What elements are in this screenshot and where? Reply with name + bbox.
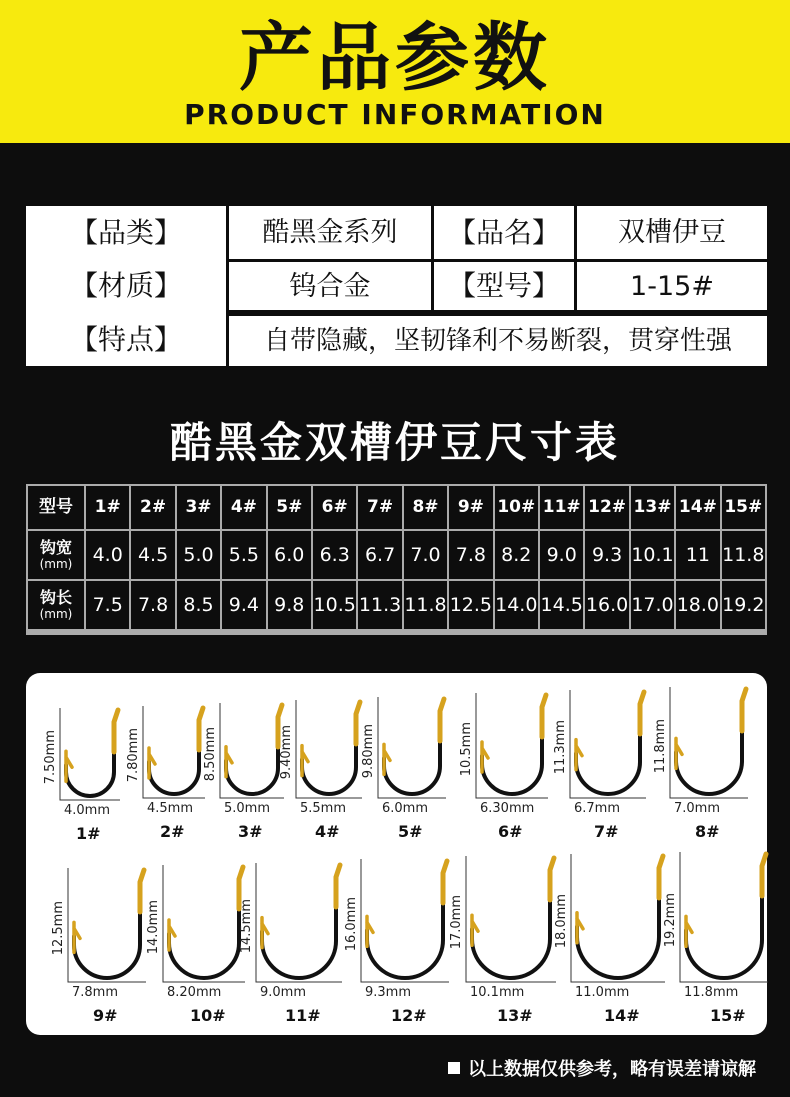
model-header: 15# xyxy=(722,486,765,529)
model-header: 14# xyxy=(676,486,719,529)
hook-length-label: 12.5mm xyxy=(51,901,66,956)
hook-point xyxy=(66,751,72,781)
width-cell: 8.2 xyxy=(495,531,538,579)
hook-item xyxy=(146,865,254,1032)
header-banner xyxy=(0,0,790,143)
hook-drawing xyxy=(349,859,455,992)
divider xyxy=(226,206,229,366)
model-header: 7# xyxy=(358,486,401,529)
hook-point xyxy=(149,748,155,778)
hook-length-label: 10.5mm xyxy=(459,721,474,776)
hook-length-label: 8.50mm xyxy=(203,726,218,781)
hook-length-label: 11.3mm xyxy=(553,720,568,775)
hook-drawing xyxy=(284,700,368,808)
hook-width-label: 7.0mm xyxy=(674,801,721,816)
disclaimer-text: 以上数据仅供参考，略有误差请谅解 xyxy=(468,1059,756,1080)
hook-diagram-card xyxy=(26,673,767,1035)
hook-body xyxy=(482,707,542,794)
hook-shank xyxy=(762,854,766,896)
row-unit: (mm) xyxy=(39,607,73,621)
hook-width-label: 7.8mm xyxy=(72,985,119,1000)
hook-body xyxy=(676,701,742,794)
hook-item xyxy=(239,863,348,1032)
model-label: 【型号】 xyxy=(447,269,560,302)
length-cell: 11.3 xyxy=(358,581,401,629)
length-cell: 14.5 xyxy=(540,581,583,629)
hook-number-label: 4# xyxy=(315,822,340,841)
hook-width-label: 5.0mm xyxy=(224,801,271,816)
width-cell: 6.0 xyxy=(268,531,311,579)
length-cell: 11.8 xyxy=(404,581,447,629)
hook-length-label: 7.80mm xyxy=(126,728,141,783)
hook-point xyxy=(576,740,582,770)
hook-drawing xyxy=(366,697,452,808)
hook-point xyxy=(384,744,390,774)
hook-number-label: 10# xyxy=(190,1006,226,1025)
hook-item xyxy=(459,693,554,848)
length-cell: 8.5 xyxy=(177,581,220,629)
hook-point xyxy=(367,916,373,946)
row-label-text: 钩长 xyxy=(39,588,72,607)
length-cell: 16.0 xyxy=(585,581,628,629)
hook-body xyxy=(384,711,440,794)
hook-body xyxy=(149,720,199,794)
hook-point xyxy=(226,747,232,777)
hook-item xyxy=(51,868,152,1032)
hook-body xyxy=(686,866,762,978)
hook-shank xyxy=(440,699,444,741)
hook-body xyxy=(367,873,443,978)
hook-point xyxy=(686,916,692,946)
hook-width-label: 11.8mm xyxy=(684,985,739,1000)
width-cell: 5.5 xyxy=(222,531,265,579)
feature-label: 【特点】 xyxy=(69,322,182,356)
hook-body xyxy=(66,722,114,796)
hook-number-label: 7# xyxy=(594,822,619,841)
row-label-length xyxy=(28,581,84,629)
hook-shank xyxy=(114,710,118,752)
hook-point xyxy=(169,920,175,950)
width-cell: 9.0 xyxy=(540,531,583,579)
hook-item xyxy=(126,706,211,848)
hook-drawing xyxy=(464,693,554,808)
hook-shank xyxy=(542,695,546,737)
hook-drawing xyxy=(559,854,671,992)
hook-item xyxy=(43,708,126,850)
hook-drawing xyxy=(151,865,254,992)
length-cell: 12.5 xyxy=(449,581,492,629)
hook-shank xyxy=(336,865,340,907)
hook-length-label: 9.40mm xyxy=(279,725,294,780)
hook-length-label: 14.5mm xyxy=(239,898,254,953)
square-bullet-icon xyxy=(448,1062,460,1074)
hook-width-label: 11.0mm xyxy=(575,985,630,1000)
hook-number-label: 15# xyxy=(710,1006,746,1025)
hook-point xyxy=(302,746,308,776)
row-unit: (mm) xyxy=(39,557,73,571)
model-header: 9# xyxy=(449,486,492,529)
hook-number-label: 11# xyxy=(285,1006,321,1025)
hook-drawing xyxy=(558,690,652,808)
hook-item xyxy=(279,700,368,848)
width-cell: 10.1 xyxy=(631,531,674,579)
hook-drawing xyxy=(208,703,290,808)
hook-point xyxy=(577,913,583,943)
hook-number-label: 3# xyxy=(238,822,263,841)
hook-item xyxy=(361,697,452,848)
width-cell: 11 xyxy=(676,531,719,579)
hook-number-label: 1# xyxy=(76,824,101,843)
model-header: 5# xyxy=(268,486,311,529)
hook-width-label: 8.20mm xyxy=(167,985,222,1000)
disclaimer xyxy=(448,1059,756,1081)
hook-width-label: 4.0mm xyxy=(64,803,111,818)
length-cell: 17.0 xyxy=(631,581,674,629)
hook-drawing xyxy=(658,687,754,808)
hook-length-label: 19.2mm xyxy=(663,893,678,948)
model-header: 13# xyxy=(631,486,674,529)
hook-length-label: 9.80mm xyxy=(361,723,376,778)
width-cell: 7.8 xyxy=(449,531,492,579)
hook-length-label: 18.0mm xyxy=(554,894,569,949)
model-header: 4# xyxy=(222,486,265,529)
width-cell: 6.7 xyxy=(358,531,401,579)
length-cell: 7.8 xyxy=(131,581,174,629)
model-header: 8# xyxy=(404,486,447,529)
hook-number-label: 14# xyxy=(604,1006,640,1025)
hook-point xyxy=(74,922,80,952)
hook-drawing xyxy=(48,708,126,810)
hook-body xyxy=(169,879,239,978)
hook-number-label: 2# xyxy=(160,822,185,841)
row-label-text: 钩宽 xyxy=(39,538,72,557)
hook-drawing xyxy=(668,852,774,992)
length-cell: 14.0 xyxy=(495,581,538,629)
hook-drawing xyxy=(454,856,562,992)
category-label: 【品类】 xyxy=(69,215,182,249)
hook-number-label: 9# xyxy=(93,1006,118,1025)
hook-body xyxy=(576,704,640,794)
hook-point xyxy=(262,918,268,948)
length-cell: 19.2 xyxy=(722,581,765,629)
feature-value: 自带隐藏，坚韧锋利不易断裂，贯穿性强 xyxy=(263,326,732,356)
name-value: 双槽伊豆 xyxy=(618,217,726,248)
hook-length-label: 16.0mm xyxy=(344,896,359,951)
row-label-width xyxy=(28,531,84,579)
hook-item xyxy=(663,852,774,1032)
hook-shank xyxy=(742,689,746,731)
width-cell: 11.8 xyxy=(722,531,765,579)
model-header: 2# xyxy=(131,486,174,529)
hook-width-label: 4.5mm xyxy=(147,801,194,816)
material-label: 【材质】 xyxy=(69,269,182,302)
hook-body xyxy=(226,717,278,794)
hook-length-label: 17.0mm xyxy=(449,895,464,950)
hook-body xyxy=(472,870,550,978)
hook-number-label: 12# xyxy=(391,1006,427,1025)
hook-body xyxy=(302,714,356,794)
product-info-table xyxy=(26,206,767,366)
length-cell: 18.0 xyxy=(676,581,719,629)
hook-body xyxy=(74,882,140,978)
hook-width-label: 9.3mm xyxy=(365,985,412,1000)
model-header: 12# xyxy=(585,486,628,529)
model-value: 1-15# xyxy=(630,270,714,302)
hook-point xyxy=(482,742,488,772)
hook-item xyxy=(344,859,455,1032)
width-cell: 7.0 xyxy=(404,531,447,579)
model-header: 6# xyxy=(313,486,356,529)
width-cell: 4.0 xyxy=(86,531,129,579)
hook-item xyxy=(653,687,754,848)
model-header: 3# xyxy=(177,486,220,529)
hook-width-label: 6.30mm xyxy=(480,801,535,816)
hook-number-label: 13# xyxy=(497,1006,533,1025)
hook-number-label: 6# xyxy=(498,822,523,841)
hook-shank xyxy=(443,861,447,903)
length-cell: 9.8 xyxy=(268,581,311,629)
hook-width-label: 10.1mm xyxy=(470,985,525,1000)
hook-shank xyxy=(356,702,360,744)
category-value: 酷黑金系列 xyxy=(262,217,398,248)
hook-shank xyxy=(640,692,644,734)
hook-number-label: 5# xyxy=(398,822,423,841)
hook-body xyxy=(577,868,659,978)
hook-width-label: 6.7mm xyxy=(574,801,621,816)
hook-item xyxy=(203,703,290,848)
hook-drawing xyxy=(56,868,152,992)
hook-length-label: 7.50mm xyxy=(43,730,58,785)
size-table-title: 酷黑金双槽伊豆尺寸表 xyxy=(169,418,620,467)
model-header: 1# xyxy=(86,486,129,529)
hook-shank xyxy=(659,856,663,898)
hook-number-label: 8# xyxy=(695,822,720,841)
width-cell: 5.0 xyxy=(177,531,220,579)
length-cell: 9.4 xyxy=(222,581,265,629)
hook-body xyxy=(262,877,336,978)
page-subtitle-en: PRODUCT INFORMATION xyxy=(184,98,606,131)
hook-drawing xyxy=(131,706,211,808)
size-table xyxy=(26,484,767,635)
name-label: 【品名】 xyxy=(447,215,560,249)
hook-drawing xyxy=(244,863,348,992)
hook-point xyxy=(472,915,478,945)
model-header: 10# xyxy=(495,486,538,529)
length-cell: 10.5 xyxy=(313,581,356,629)
hook-shank xyxy=(140,870,144,912)
divider xyxy=(226,259,767,262)
hook-width-label: 5.5mm xyxy=(300,801,347,816)
divider xyxy=(226,313,767,316)
width-cell: 9.3 xyxy=(585,531,628,579)
hook-item xyxy=(449,856,562,1032)
hook-width-label: 6.0mm xyxy=(382,801,429,816)
hook-item xyxy=(553,690,652,848)
material-value: 钨合金 xyxy=(289,270,371,302)
length-cell: 7.5 xyxy=(86,581,129,629)
hook-length-label: 14.0mm xyxy=(146,899,161,954)
page-title: 产品参数 xyxy=(239,15,551,101)
size-table-corner: 型号 xyxy=(28,486,84,529)
width-cell: 6.3 xyxy=(313,531,356,579)
hook-width-label: 9.0mm xyxy=(260,985,307,1000)
hook-item xyxy=(554,854,671,1032)
hook-point xyxy=(676,738,682,768)
model-header: 11# xyxy=(540,486,583,529)
hook-length-label: 11.8mm xyxy=(653,718,668,773)
width-cell: 4.5 xyxy=(131,531,174,579)
